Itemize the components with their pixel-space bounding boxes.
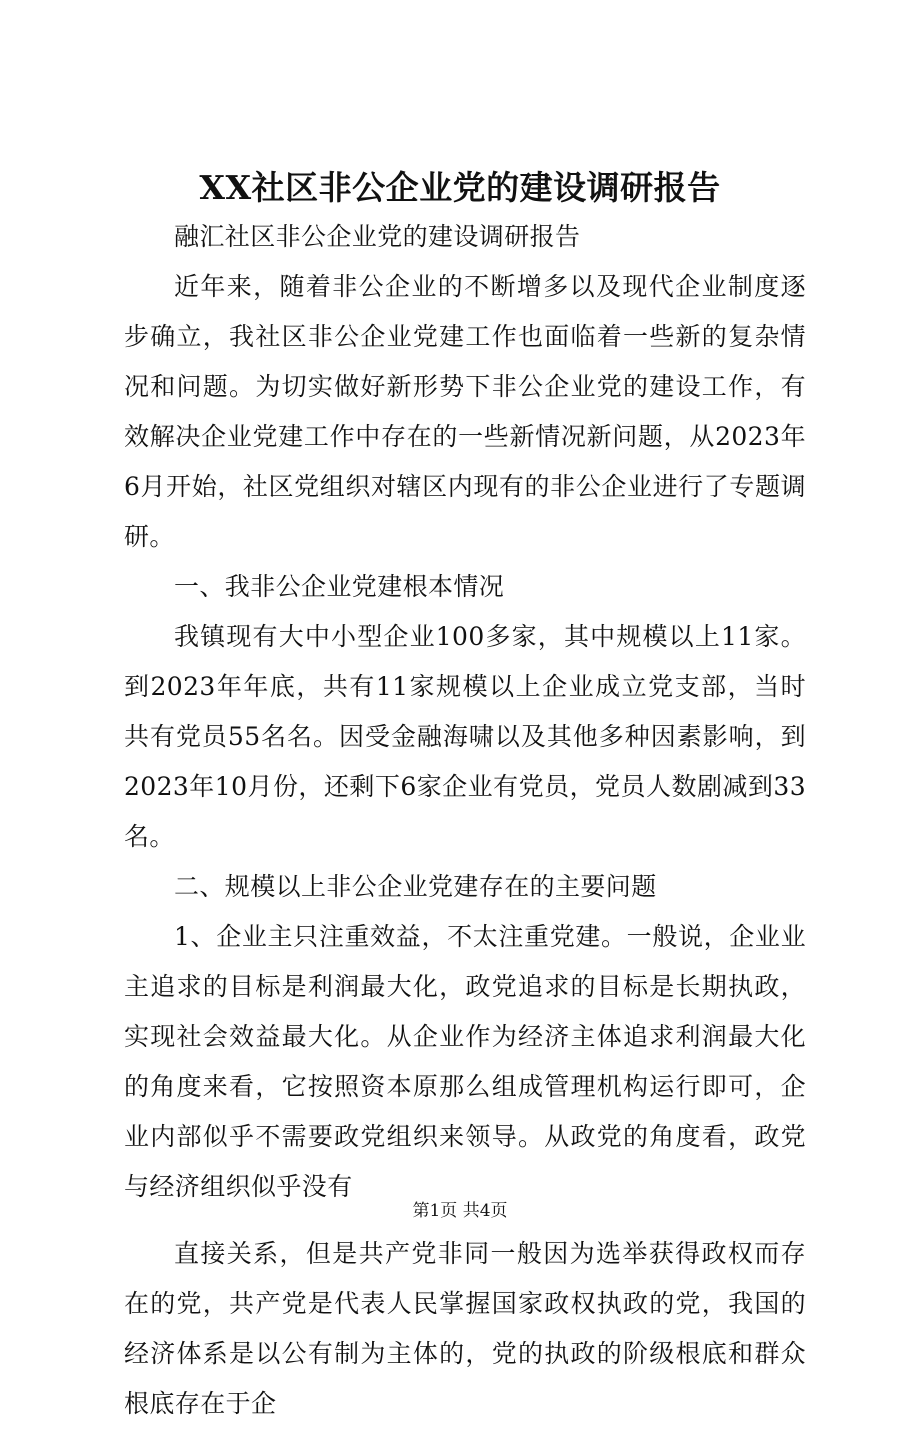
paragraph-subtitle: 融汇社区非公企业党的建设调研报告 [174,222,581,251]
section-heading-1: 一、我非公企业党建根本情况 [174,572,505,601]
paragraph-basic-situation: 我镇现有大中小型企业100多家，其中规模以上11家。到2023年年底，共有11家规模以上企业成立党支部，当时共有党员55名名。因受金融海啸以及其他多种因素影响，到2023年10月份，还剩下6家企业有党员，党员人数剧减到33名。 [124,622,806,851]
document-title: XX社区非公企业党的建设调研报告 [199,168,721,207]
section-heading-2: 二、规模以上非公企业党建存在的主要问题 [174,872,657,901]
paragraph-problem-1: 1、企业主只注重效益，不太注重党建。一般说，企业业主追求的目标是利润最大化，政党追求的目标是长期执政，实现社会效益最大化。从企业作为经济主体追求利润最大化的角度来看，它按照资本原那么组成管理机构运行即可，企业内部似乎不需要政党组织来领导。从政党的角度看，政党与经济组织似乎没有 [124,922,806,1201]
paragraph-problem-1-continued: 直接关系，但是共产党非同一般因为选举获得政权而存在的党，共产党是代表人民掌握国家政权执政的党，我国的经济体系是以公有制为主体的，党的执政的阶级根底和群众根底存在于企 [124,1239,806,1418]
document-body [124,212,806,1429]
page-number-footer: 第1页 共4页 [412,1201,508,1221]
paragraph-intro: 近年来，随着非公企业的不断增多以及现代企业制度逐步确立，我社区非公企业党建工作也面临着一些新的复杂情况和问题。为切实做好新形势下非公企业党的建设工作，有效解决企业党建工作中存在的一些新情况新问题，从2023年6月开始，社区党组织对辖区内现有的非公企业进行了专题调研。 [124,272,806,551]
